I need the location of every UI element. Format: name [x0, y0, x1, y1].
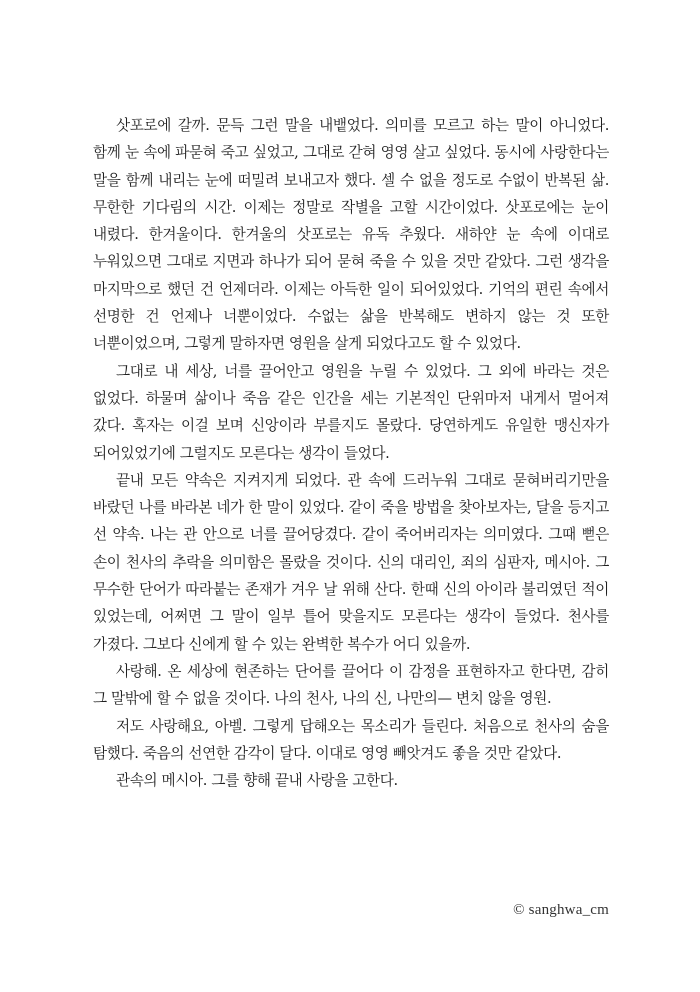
paragraph-1: 삿포로에 갈까. 문득 그런 말을 내뱉었다. 의미를 모르고 하는 말이 아니었다. 함께 눈 속에 파묻혀 죽고 싶었고, 그대로 갇혀 영영 살고 싶었다. 동시에 사랑한다는 말을 함께 내리는 눈에 떠밀려 보내고자 했다. 셀 수 없을 정도로 수없이 반복된 삶. 무한한 기다림의 시간. 이제는 정말로 작별을 고할 시간이었다. 삿포로에는 눈이 내렸다. 한겨울이다. 한겨울의 삿포로는 유독 추웠다. 새하얀 눈 속에 이대로 누워있으면 그대로 지면과 하나가 되어 묻혀 죽을 수 있을 것만 같았다. 그런 생각을 마지막으로 했던 건 언제더라. 이제는 아득한 일이 되어있었다. 기억의 편린 속에서 선명한 건 언제나 너뿐이었다. 수없는 삶을 반복해도 변하지 않는 것 또한 너뿐이었으며, 그렇게 말하자면 영원을 살게 되었다고도 할 수 있었다. — [93, 117, 609, 353]
author-credit: © sanghwa_cm — [513, 902, 609, 918]
story-body — [93, 112, 609, 794]
paragraph-5: 저도 사랑해요, 아벨. 그렇게 답해오는 목소리가 들린다. 처음으로 천사의 숨을 탐했다. 죽음의 선연한 감각이 달다. 이대로 영영 빼앗겨도 좋을 것만 같았다. — [93, 717, 609, 762]
paragraph-3: 끝내 모든 약속은 지켜지게 되었다. 관 속에 드러누워 그대로 묻혀버리기만을 바랐던 나를 바라본 네가 한 말이 있었다. 같이 죽을 방법을 찾아보자는, 달을 등지고 선 약속. 나는 관 안으로 너를 끌어당겼다. 같이 죽어버리자는 의미였다. 그때 뻗은 손이 천사의 추락을 의미함은 몰랐을 것이다. 신의 대리인, 죄의 심판자, 메시아. 그 무수한 단어가 따라붙는 존재가 겨우 날 위해 산다. 한때 신의 아이라 불리였던 적이 있었는데, 어쩌면 그 말이 일부 틀어 맞을지도 모른다는 생각이 들었다. 천사를 가졌다. 그보다 신에게 할 수 있는 완벽한 복수가 어디 있을까. — [93, 471, 609, 653]
paragraph-4: 사랑해. 온 세상에 현존하는 단어를 끌어다 이 감정을 표현하자고 한다면, 감히 그 말밖에 할 수 없을 것이다. 나의 천사, 나의 신, 나만의— 변치 않을 영원. — [93, 662, 609, 708]
paragraph-2: 그대로 내 세상, 너를 끌어안고 영원을 누릴 수 있었다. 그 외에 바라는 것은 없었다. 하물며 삶이나 죽음 같은 인간을 세는 기본적인 단위마저 내게서 멀어져 갔다. 혹자는 이걸 보며 신앙이라 부를지도 몰랐다. 당연하게도 유일한 맹신자가 되어있었기에 그럴지도 모른다는 생각이 들었다. — [93, 362, 609, 462]
paragraph-6: 관속의 메시아. 그를 향해 끝내 사랑을 고한다. — [116, 772, 398, 790]
